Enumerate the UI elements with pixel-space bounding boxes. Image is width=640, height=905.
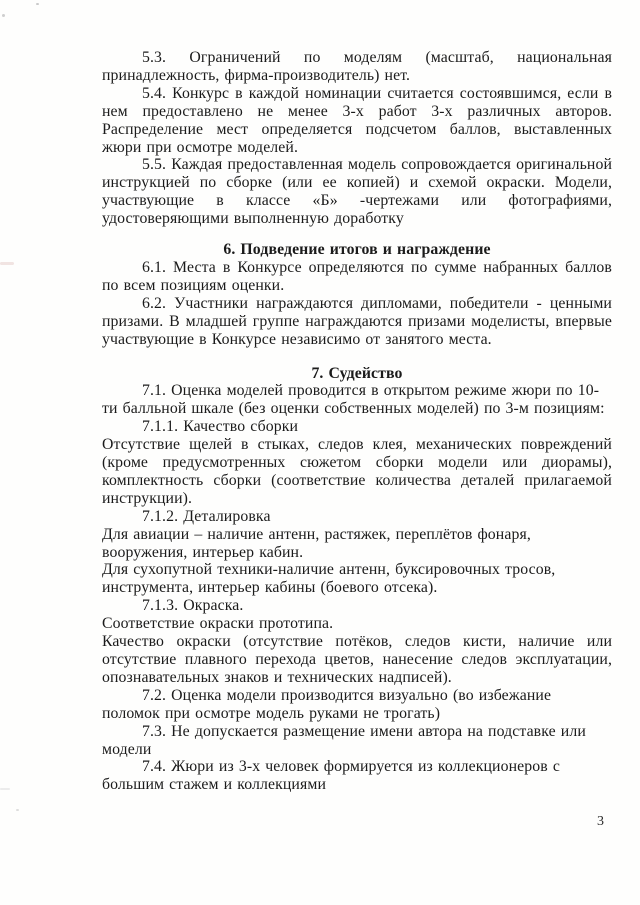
scan-smudge <box>0 788 10 790</box>
paragraph-7-1-3-quality: Качество окраски (отсутствие потёков, следов кисти, наличие или отсутствие плавного перехода цветов, нанесение следов эксплуатации, опознавательных знаков и технических надписей). <box>102 633 612 686</box>
page-number: 3 <box>597 814 604 829</box>
paragraph-7-1-2-ground: Для сухопутной техники-наличие антенн, буксировочных тросов, инструмента, интерьер кабины (боевого отсека). <box>102 561 556 597</box>
paragraph-6-2: 6.2. Участники награждаются дипломами, победители - ценными призами. В младшей группе награждаются призами моделисты, впервые участвующие в Конкурсе независимо от занятого места. <box>102 294 612 348</box>
paragraph-7-1-3-prototype: Соответствие окраски прототипа. <box>102 615 334 633</box>
paragraph-7-1-3: 7.1.3. Окраска. <box>142 597 244 615</box>
scan-smudge <box>0 262 14 265</box>
paragraph-7-4: 7.4. Жюри из 3-х человек формируется из коллекционеров с большим стажем и коллекциями <box>102 758 560 794</box>
paragraph-7-1-1-body: Отсутствие щелей в стыках, следов клея, механических повреждений (кроме предусмотренных сюжетом сборки модели или диорамы), комплектность сборки (соответствие количества деталей прилагаемой инструкции). <box>102 436 612 507</box>
section-heading-7: 7. Судейство <box>311 364 403 382</box>
paragraph-5-3: 5.3. Ограничений по моделям (масштаб, национальная принадлежность, фирма-производитель) нет. <box>102 49 612 84</box>
scan-speck <box>36 3 39 5</box>
paragraph-7-2: 7.2. Оценка модели производится визуально (во избежание поломок при осмотре модель руками не трогать) <box>102 686 552 722</box>
scan-speck <box>16 809 19 811</box>
section-heading-6: 6. Подведение итогов и награждение <box>223 241 491 259</box>
paragraph-6-1: 6.1. Места в Конкурсе определяются по сумме набранных баллов по всем позициям оценки. <box>102 258 612 294</box>
paragraph-5-5: 5.5. Каждая предоставленная модель сопровождается оригинальной инструкцией по сборке (или ее копией) и схемой окраски. Модели, участвующие в классе «Б» -чертежами или фотографиями, удостоверяющими выполненную доработку <box>102 156 612 228</box>
paragraph-7-1-1: 7.1.1. Качество сборки <box>142 418 299 436</box>
paragraph-7-1-2-aviation: Для авиации – наличие антенн, растяжек, переплётов фонаря, вооружения, интерьер кабин. <box>102 525 531 561</box>
paragraph-7-1: 7.1. Оценка моделей проводится в открытом режиме жюри по 10-ти балльной шкале (без оценки собственных моделей) по 3-м позициям: <box>102 382 605 418</box>
scan-speck <box>2 14 5 17</box>
document-text-block <box>102 49 612 794</box>
paragraph-7-1-2: 7.1.2. Деталировка <box>142 507 271 525</box>
paragraph-5-4: 5.4. Конкурс в каждой номинации считается состоявшимся, если в нем предоставлено не менее 3-х работ 3-х различных авторов. Распределение мест определяется подсчетом баллов, выставленных жюри при осмотре моделей. <box>102 84 612 156</box>
paragraph-7-3: 7.3. Не допускается размещение имени автора на подставке или модели <box>102 722 586 758</box>
